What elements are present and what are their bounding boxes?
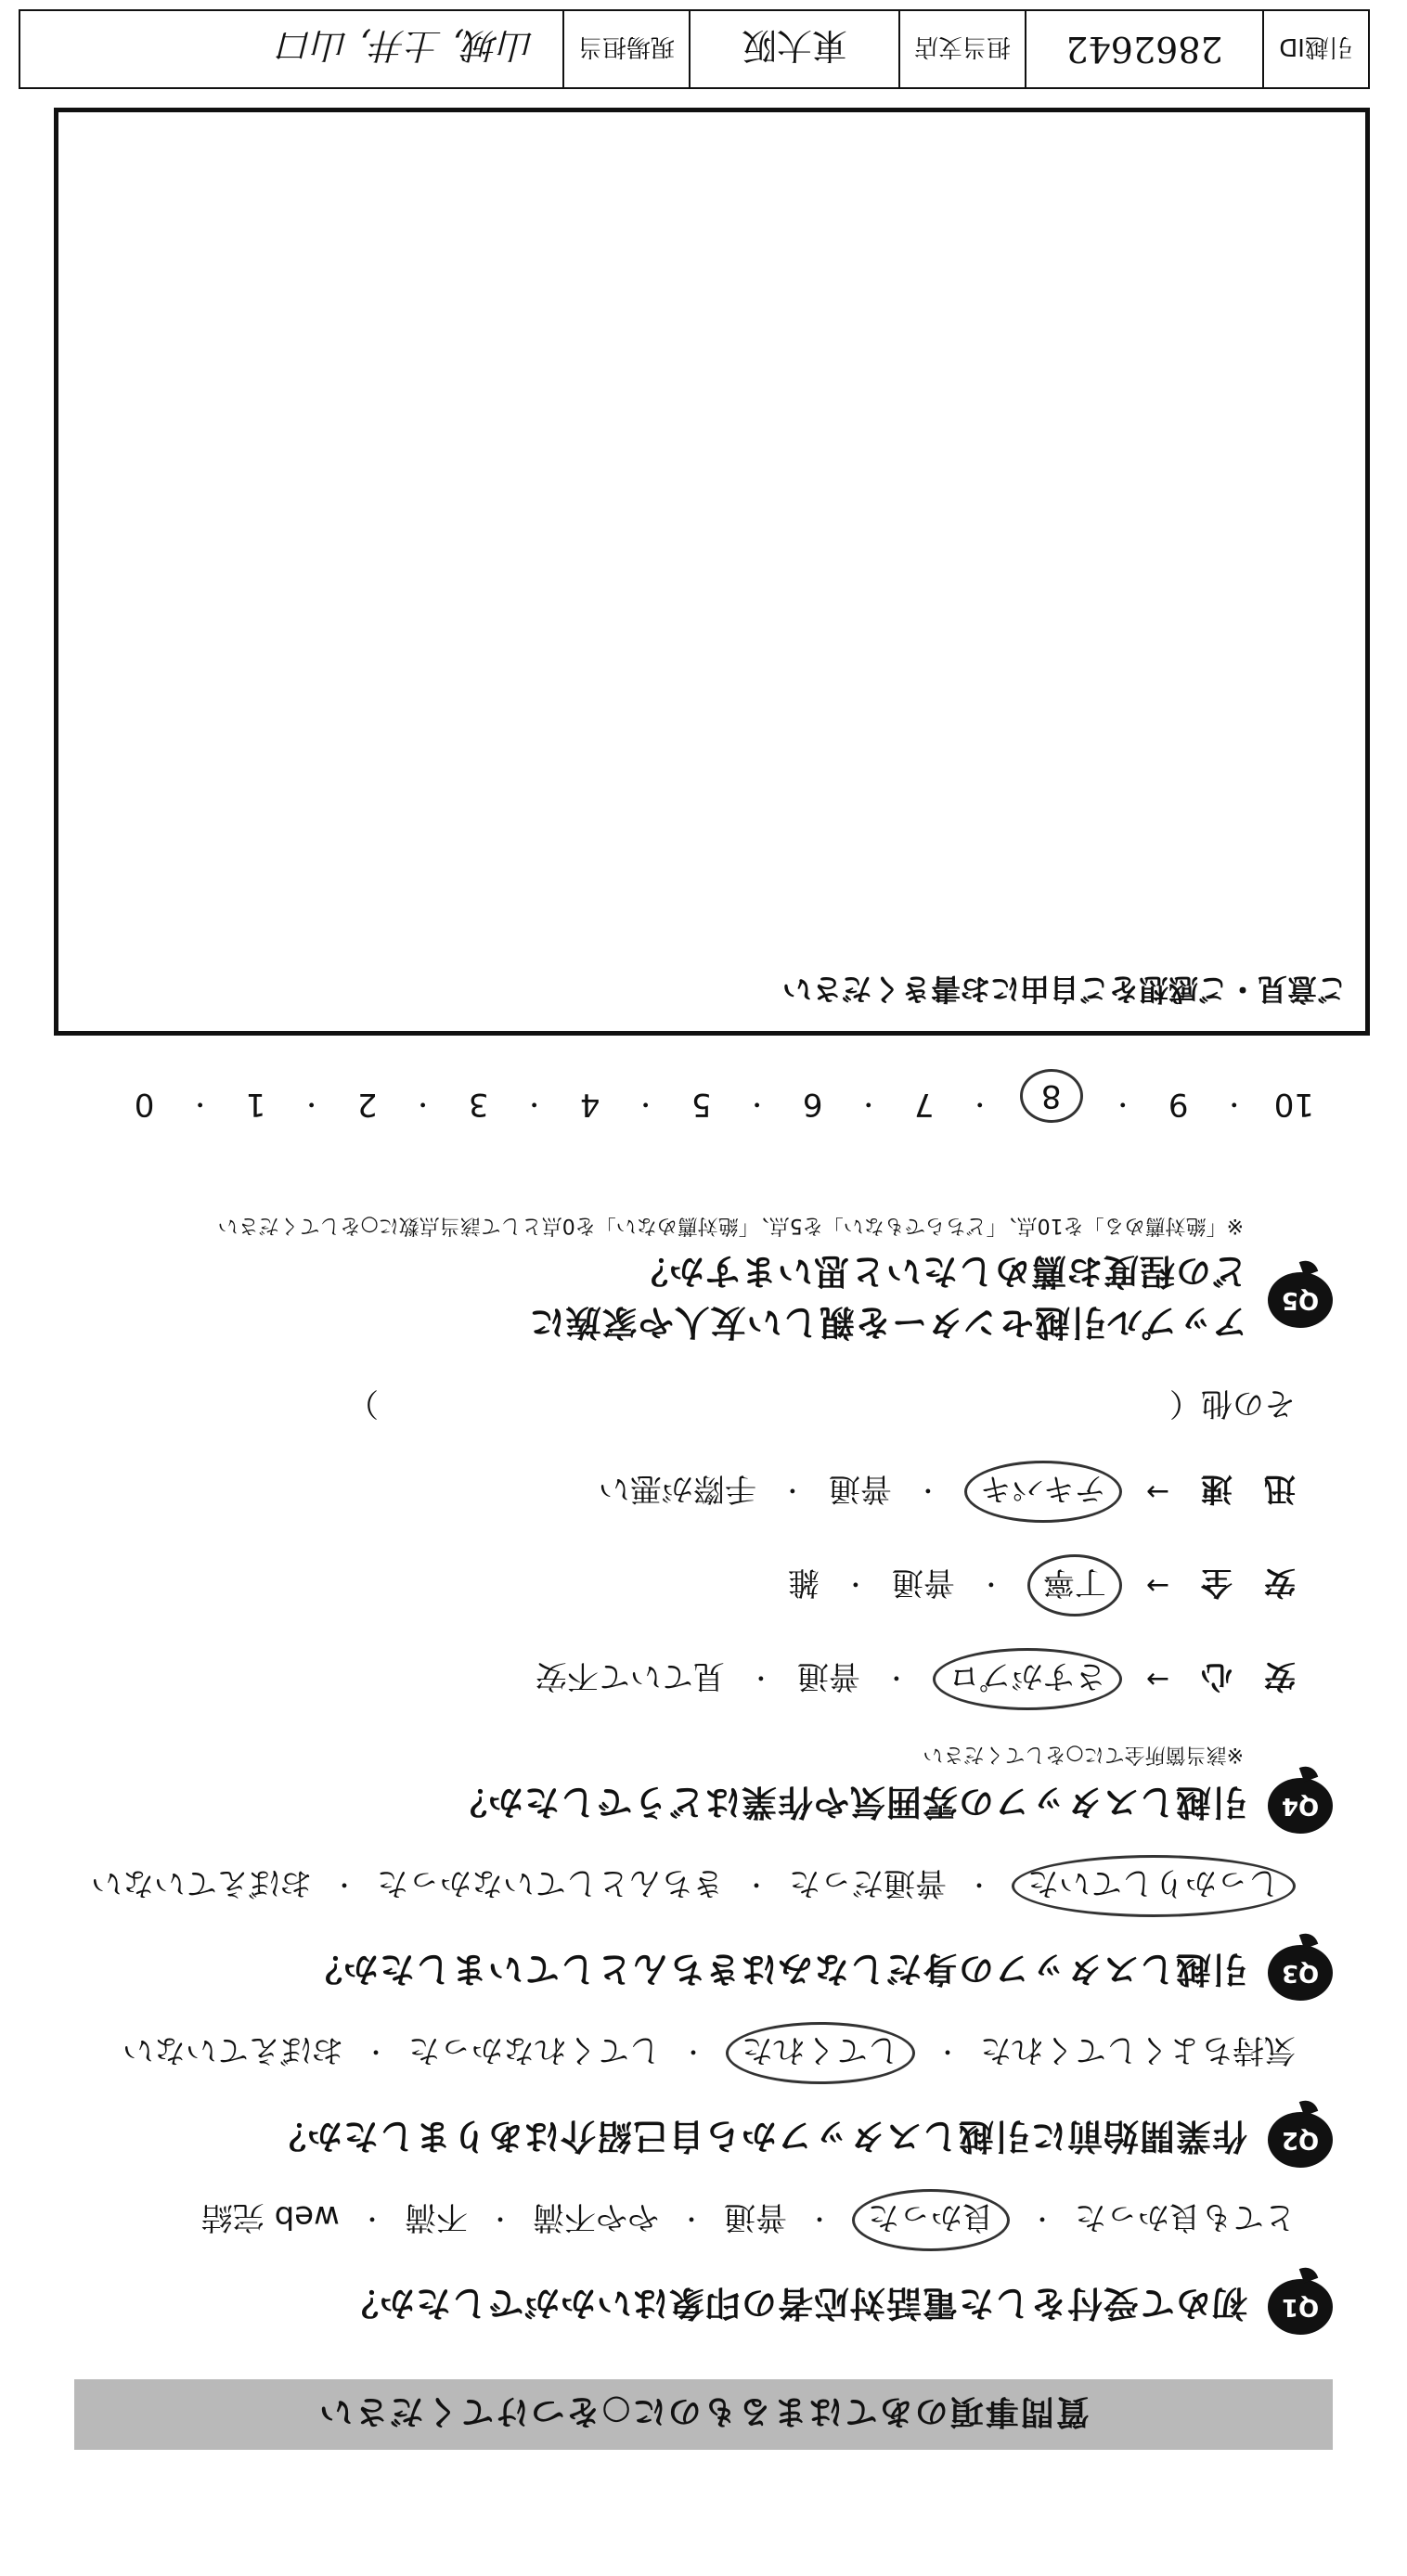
q1-option[interactable]: web 完結 — [200, 2198, 340, 2235]
q4-option[interactable]: 普通 — [796, 1657, 860, 1694]
arrow-icon: → — [1145, 1663, 1169, 1695]
q5-score-selected[interactable]: 8 — [1020, 1069, 1083, 1123]
q4-option[interactable]: 普通 — [828, 1470, 892, 1507]
q1-option[interactable]: 普通 — [723, 2198, 787, 2235]
q2-badge: Q2 — [1268, 2112, 1333, 2168]
q5-text-line2: どの程度お薦めしたいと思いますか？ — [631, 1251, 1247, 1292]
q4-other-label: その他（ — [1169, 1385, 1296, 1422]
footer-table — [19, 9, 1370, 89]
arrow-icon: → — [1145, 1475, 1169, 1508]
q5-score[interactable]: 6 — [802, 1086, 823, 1123]
q5-score[interactable]: 3 — [468, 1086, 489, 1123]
q4-badge: Q4 — [1268, 1778, 1333, 1834]
q4-row-anshin: 安 心 → さすがプロ ・ 普通 ・ 見ていて不安 — [33, 1648, 1296, 1710]
q2-option[interactable]: してくれなかった — [407, 2031, 661, 2068]
q3-option[interactable]: きちんとしていなかった — [376, 1864, 724, 1901]
q4-row-anzen: 安 全 → 丁寧 ・ 普通 ・ 雑 — [33, 1554, 1296, 1616]
q1-text: 初めて受付をした電話対応者の印象はいかがでしたか？ — [342, 2283, 1247, 2325]
q4-note: ※該当箇所全てに○をしてください — [923, 1743, 1244, 1766]
q4-row-label: 迅 速 — [1201, 1470, 1296, 1507]
q5-score[interactable]: 7 — [913, 1086, 935, 1123]
q4-row-label: 安 全 — [1201, 1564, 1296, 1601]
branch-label: 担当支店 — [898, 11, 1025, 87]
q3-badge: Q3 — [1268, 1945, 1333, 2001]
q2-option[interactable]: 気持ちよくしてくれた — [980, 2031, 1296, 2068]
q4-row-label: 安 心 — [1201, 1657, 1296, 1694]
comments-caption: ご意見・ご感想をご自由にお書きください — [781, 972, 1347, 1007]
q1-option[interactable]: 不満 — [404, 2198, 468, 2235]
arrow-icon: → — [1145, 1569, 1169, 1602]
q3-option[interactable]: 普通だった — [788, 1864, 947, 1901]
q2-option[interactable]: おぼえていない — [122, 2031, 343, 2068]
q5-score[interactable]: 5 — [691, 1086, 712, 1123]
move-id-label: 引越ID — [1262, 11, 1368, 87]
q5-score[interactable]: 9 — [1168, 1086, 1189, 1123]
q5-score[interactable]: 1 — [245, 1086, 266, 1123]
q2-options: 気持ちよくしてくれた ・ してくれた ・ してくれなかった ・ おぼえていない — [33, 2022, 1296, 2084]
q5-score[interactable]: 10 — [1273, 1086, 1314, 1123]
q4-option[interactable]: 見ていて不安 — [535, 1657, 725, 1694]
question-5 — [33, 1213, 1333, 1351]
q3-option[interactable]: おぼえていない — [90, 1864, 312, 1901]
staff-signature: 山城, 土井, 山口 — [278, 25, 535, 67]
q1-badge: Q1 — [1268, 2279, 1333, 2335]
q3-options: しっかりしていた ・ 普通だった ・ きちんとしていなかった ・ おぼえていない — [33, 1855, 1296, 1917]
question-4 — [33, 1384, 1333, 1834]
q4-option[interactable]: 雑 — [787, 1564, 820, 1601]
move-id-value: 2862642 — [1025, 11, 1262, 87]
q1-option[interactable]: とても良かった — [1075, 2198, 1296, 2235]
q4-other-close: ） — [347, 1385, 379, 1422]
q2-text: 作業開始前に引越しスタッフから自己紹介はありましたか？ — [269, 2116, 1247, 2157]
q5-score[interactable]: 0 — [134, 1086, 155, 1123]
staff-label: 現場担当 — [562, 11, 689, 87]
comments-box[interactable] — [54, 108, 1370, 1036]
q4-option-selected[interactable]: テキパキ — [964, 1461, 1122, 1523]
q2-option-selected[interactable]: してくれた — [726, 2022, 915, 2084]
branch-value: 東大阪 — [689, 11, 898, 87]
q4-text: 引越しスタッフの雰囲気や作業はどうでしたか？ — [450, 1782, 1247, 1823]
q5-scale: 10 ・ 9 ・ 8 ・ 7 ・ 6 ・ 5 ・ 4 ・ 3 ・ 2 ・ 1 ・ 0 — [129, 1069, 1314, 1123]
q3-option-selected[interactable]: しっかりしていた — [1012, 1855, 1296, 1917]
instruction-banner: 質問事項のあてはまるものに○をつけてください — [74, 2379, 1333, 2450]
question-3 — [33, 1855, 1333, 2001]
q5-badge: Q5 — [1268, 1272, 1333, 1328]
question-2 — [33, 2022, 1333, 2168]
q5-score[interactable]: 4 — [579, 1086, 600, 1123]
q3-text: 引越しスタッフの身だしなみはきちんとしていましたか？ — [305, 1949, 1247, 1990]
q5-text-line1: アップル引越センターを親しい友人や家族に — [528, 1302, 1247, 1343]
question-1 — [33, 2189, 1333, 2335]
q1-option-selected[interactable]: 良かった — [852, 2189, 1010, 2251]
q5-note: ※「絶対薦める」を10点、「どちらでもない」を5点、「絶対薦めない」を0点として該当点数に○をしてください — [217, 1214, 1244, 1237]
q4-option-selected[interactable]: 丁寧 — [1027, 1554, 1122, 1616]
q5-score[interactable]: 2 — [356, 1086, 378, 1123]
q4-row-jinsoku: 迅 速 → テキパキ ・ 普通 ・ 手際が悪い — [33, 1461, 1296, 1523]
q4-option[interactable]: 普通 — [891, 1564, 955, 1601]
q4-other-row — [33, 1384, 1296, 1429]
q4-option-selected[interactable]: さすがプロ — [933, 1648, 1122, 1710]
q4-option[interactable]: 手際が悪い — [598, 1470, 756, 1507]
q1-option[interactable]: やや不満 — [532, 2198, 659, 2235]
q1-options: とても良かった ・ 良かった ・ 普通 ・ やや不満 ・ 不満 ・ web 完結 — [33, 2189, 1296, 2251]
